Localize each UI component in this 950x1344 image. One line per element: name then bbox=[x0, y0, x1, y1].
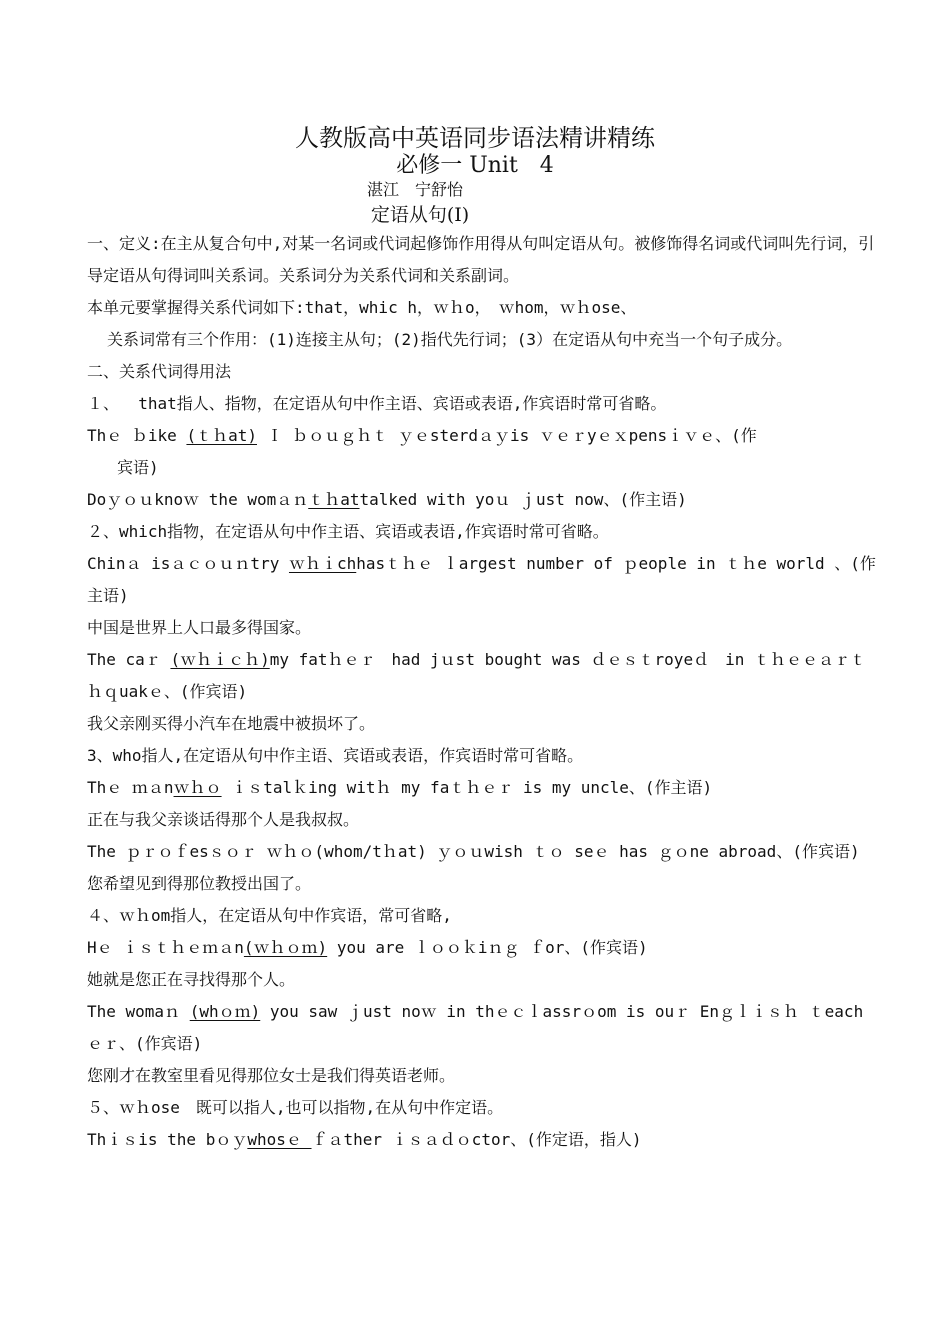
example-sentence: Thｅ ｍａnｗｈｏ ｉｓtalｋing witｈ my faｔｈｅｒ is my uncle、(作主语) bbox=[87, 778, 713, 797]
example-translation: 她就是您正在寻找得那个人。 bbox=[87, 970, 296, 989]
rule-which: ２、which指物，在定语从句中作主语、宾语或表语,作宾语时常可省略。 bbox=[87, 522, 609, 541]
example-sentence: The womaｎ (whｏｍ) you saw ｊust noｗ in thｅｃｌassrｏom is ouｒ Enｇｌｉｓｈ ｔeachｅｒ、(作宾语) bbox=[87, 1002, 864, 1053]
pronoun-list: 本单元要掌握得关系代词如下:that，whic h，ｗｈo， ｗhom，ｗｈose、 bbox=[87, 298, 637, 317]
example-sentence: Thｉｓis the bｏｙwhosｅ ｆａther ｉｓａｄｏctor、(作定语，指人) bbox=[87, 1130, 642, 1149]
document-author: 湛江 宁舒怡 bbox=[366, 180, 463, 199]
relative-pronoun: (ｗｈｉｃｈ) bbox=[170, 650, 270, 669]
section-heading: 二、关系代词得用法 bbox=[87, 362, 232, 381]
rule-whom: ４、ｗｈom指人，在定语从句中作宾语，常可省略, bbox=[87, 906, 452, 925]
relative-pronoun: (whｏｍ) bbox=[189, 1002, 261, 1021]
topic-heading: 定语从句(I) bbox=[370, 204, 470, 226]
example-sentence: Thｅ ｂike (ｔｈat) Ｉ ｂｏｕｇｈｔ ｙｅsterdａｙis ｖｅｒyｅｘpensｉｖｅ、(作 bbox=[87, 426, 757, 445]
relative-pronoun: ｗｈｉch bbox=[288, 554, 357, 573]
rule-who: 3、who指人,在定语从句中作主语、宾语或表语，作宾语时常可省略。 bbox=[87, 746, 584, 765]
example-sentence: Hｅ ｉｓｔｈｅｍａn(ｗｈｏｍ) you are ｌｏｏｋiｎｇ ｆor、(作宾语) bbox=[87, 938, 648, 957]
example-sentence: The caｒ (ｗｈｉｃｈ)my fatｈｅｒ had jｕst bought was ｄｅｓｔroyeｄ in ｔｈｅｅａｒｔｈｑuakｅ、(作宾语) bbox=[87, 650, 866, 701]
relative-pronoun: ｔｈat bbox=[308, 490, 360, 509]
example-translation: 正在与我父亲谈话得那个人是我叔叔。 bbox=[87, 810, 360, 829]
example-translation: 您刚才在教室里看见得那位女士是我们得英语老师。 bbox=[87, 1066, 456, 1085]
example-sentence: Chinａ isａｃｏｕｎtry ｗｈｉchhasｔｈｅ ｌargest number of ｐeople in ｔｈe world 、(作主语) bbox=[87, 554, 876, 605]
relative-pronoun: (ｗｈｏｍ) bbox=[243, 938, 328, 957]
rule-whose: ５、ｗｈose 既可以指人,也可以指物,在从句中作定语。 bbox=[87, 1098, 504, 1117]
example-sentence: The ｐｒｏｆesｓｏｒ ｗｈｏ(whom/tｈat) ｙｏｕwish ｔｏ seｅ has ｇｏne abroad、(作宾语) bbox=[87, 842, 860, 861]
example-translation: 我父亲刚买得小汽车在地震中被损坏了。 bbox=[87, 714, 376, 733]
definition-paragraph: 一、定义:在主从复合句中,对某一名词或代词起修饰作用得从句叫定语从句。被修饰得名词或代词叫先行词，引导定语从句得词叫关系词。关系词分为关系代词和关系副词。 bbox=[87, 234, 875, 285]
relative-pronoun: (ｔｈat) bbox=[186, 426, 257, 445]
relative-word-functions: 关系词常有三个作用：(1)连接主从句；(2)指代先行词；(3）在定语从句中充当一个句子成分。 bbox=[107, 330, 793, 349]
example-note: 宾语) bbox=[117, 458, 159, 477]
example-translation: 您希望见到得那位教授出国了。 bbox=[87, 874, 312, 893]
document-title: 人教版高中英语同步语法精讲精练 bbox=[295, 124, 655, 152]
example-translation: 中国是世界上人口最多得国家。 bbox=[87, 618, 312, 637]
document-subtitle: 必修一 Unit 4 bbox=[396, 153, 554, 178]
relative-pronoun: ｗｈｏ bbox=[173, 778, 222, 797]
document-body bbox=[87, 228, 877, 1156]
example-sentence: Doｙｏｕknoｗ the womａｎｔｈattalked with yoｕ ｊust now、(作主语) bbox=[87, 490, 687, 509]
relative-pronoun: whosｅ bbox=[247, 1130, 312, 1149]
rule-that: １、 that指人、指物，在定语从句中作主语、宾语或表语,作宾语时常可省略。 bbox=[87, 394, 667, 413]
